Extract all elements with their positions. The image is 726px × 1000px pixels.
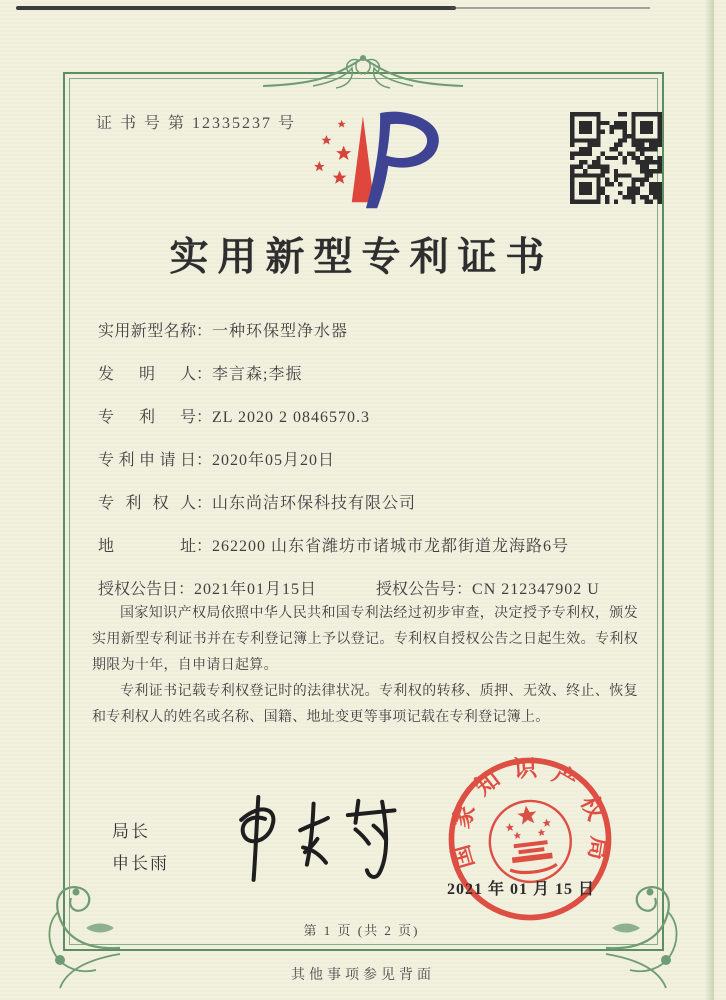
seal-national-emblem [485,796,575,886]
seal-date: 2021 年 01 月 15 日 [447,881,596,898]
field-row-patentee [98,482,643,525]
scan-artifact-line [16,6,456,10]
field-colon: ： [196,538,213,555]
page-number: 第 1 页 (共 2 页) [303,923,420,938]
signer-title: 局长 [112,822,150,841]
field-row-application-date [98,439,643,482]
signer-name: 申长雨 [112,854,169,873]
field-value: 山东尚洁环保科技有限公司 [212,495,417,512]
director-signature [205,788,405,886]
signer-block [112,816,169,880]
grant-date-pair [98,581,317,598]
legal-paragraph-1: 国家知识产权局依照中华人民共和国专利法经过初步审查，决定授予专利权，颁发实用新型专利证书并在专利登记簿上予以登记。专利权自授权公告之日起生效。专利权期限为十年，自申请日起算。 [92,606,638,673]
field-colon: ： [196,452,213,469]
field-colon: ： [456,581,473,598]
field-label: 发明人 [98,366,196,383]
logo-stars [314,120,351,184]
logo-red-wedge [352,116,374,202]
official-seal [428,743,631,934]
cnipa-patent-logo [293,110,445,212]
certificate-number: 证 书 号 第 12335237 号 [96,115,297,132]
field-colon: ： [196,409,213,426]
certificate-fields [98,310,643,611]
field-value: 262200 山东省潍坊市诸城市龙都街道龙海路6号 [212,538,570,555]
scan-artifact-line-2 [450,7,650,9]
qr-code [570,112,662,204]
field-label: 地址 [98,538,196,555]
field-value: 2020年05月20日 [212,452,336,469]
field-row-patent-number [98,396,643,439]
field-label: 实用新型名称 [98,323,196,340]
field-row-inventor [98,353,643,396]
legal-paragraph-2: 专利证书记载专利权登记时的法律状况。专利权的转移、质押、无效、终止、恢复和专利权人的姓名或名称、国籍、地址变更等事项记载在专利登记簿上。 [92,684,638,725]
grant-number-value: CN 212347902 U [472,581,600,598]
footer-note: 其他事项参见背面 [291,968,435,983]
field-colon: ： [196,366,213,383]
field-value: 李言森;李振 [212,366,303,383]
grant-date-value: 2021年01月15日 [194,581,318,598]
grant-date-label: 授权公告日 [98,581,179,598]
field-colon: ： [196,495,213,512]
field-label: 专利申请日 [98,452,196,469]
field-row-address [98,525,643,568]
grant-number-label: 授权公告号 [376,581,457,598]
field-row-utility-model-name [98,310,643,353]
certificate-title: 实用新型专利证书 [169,236,554,279]
field-label: 专利权人 [98,495,196,512]
field-colon: ： [178,581,195,598]
field-label: 专利号 [98,409,196,426]
logo-blue-p [366,112,439,209]
legal-text-block [92,601,638,731]
seal-ring-text: 国家知识产权局 [448,755,613,872]
field-colon: ： [196,323,213,340]
field-value: ZL 2020 2 0846570.3 [212,409,370,426]
field-value: 一种环保型净水器 [212,323,349,340]
scan-edge-shadow [705,0,714,1000]
